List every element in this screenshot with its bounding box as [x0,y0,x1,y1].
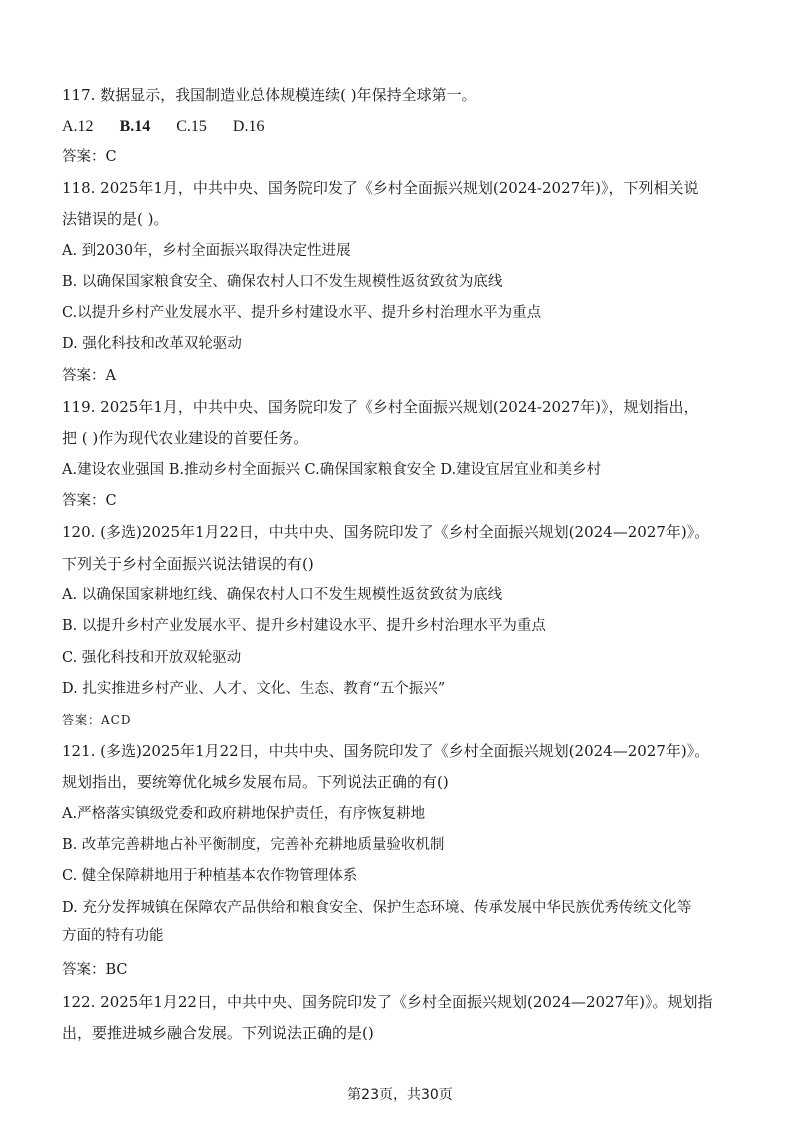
q119-stem-line1: 119. 2025年1月，中共中央、国务院印发了《乡村全面振兴规划(2024-2027年)》，规划指出， [62,398,699,416]
q118-option-d: D. 强化科技和改革双轮驱动 [62,336,242,352]
q121-option-c: C. 健全保障耕地用于种植基本农作物管理体系 [62,868,358,884]
q118-answer: 答案：A [62,368,116,384]
q117-option-d: D.16 [232,118,265,135]
q120-option-a: A. 以确保国家耕地红线、确保农村人口不发生规模性返贫致贫为底线 [62,587,503,603]
q120-stem-line1: 120. (多选)2025年1月22日，中共中央、国务院印发了《乡村全面振兴规划(2024—2027年)》。 [62,523,710,541]
q119-answer: 答案：C [62,493,117,509]
q121-answer: 答案：BC [62,962,128,978]
q117-option-a: A.12 [62,118,94,135]
q118-option-b: B. 以确保国家粮食安全、确保农村人口不发生规模性返贫致贫为底线 [62,274,503,290]
q120-option-b: B. 以提升乡村产业发展水平、提升乡村建设水平、提升乡村治理水平为重点 [62,618,546,634]
q121-stem-line1: 121. (多选)2025年1月22日，中共中央、国务院印发了《乡村全面振兴规划(2024—2027年)》。 [62,742,710,760]
q117-option-c: C.15 [176,118,207,135]
q122-stem-line2: 出，要推进城乡融合发展。下列说法正确的是() [62,1024,374,1042]
q118-stem-line2: 法错误的是( )。 [62,210,169,228]
q121-option-a: A.严格落实镇级党委和政府耕地保护责任，有序恢复耕地 [62,806,426,822]
q121-stem-line2: 规划指出，要统筹优化城乡发展布局。下列说法正确的有() [62,773,449,791]
q120-option-c: C. 强化科技和开放双轮驱动 [62,650,242,666]
q121-option-d-cont: 方面的特有功能 [62,928,164,944]
q120-stem-line2: 下列关于乡村全面振兴说法错误的有() [62,555,314,573]
q119-stem-line2: 把 ( )作为现代农业建设的首要任务。 [62,429,309,447]
q118-option-c: C.以提升乡村产业发展水平、提升乡村建设水平、提升乡村治理水平为重点 [62,305,542,321]
q120-option-d: D. 扎实推进乡村产业、人才、文化、生态、教育“五个振兴” [62,681,446,697]
q118-stem-line1: 118. 2025年1月，中共中央、国务院印发了《乡村全面振兴规划(2024-2027年)》，下列相关说 [62,179,699,197]
q117-answer: 答案：C [62,149,117,165]
q121-option-d: D. 充分发挥城镇在保障农产品供给和粮食安全、保护生态环境、传承发展中华民族优秀传统文化等 [62,900,692,916]
q117-option-b: B.14 [119,118,151,135]
q119-options: A.建设农业强国 B.推动乡村全面振兴 C.确保国家粮食安全 D.建设宜居宜业和美乡村 [62,462,602,478]
q122-stem-line1: 122. 2025年1月22日，中共中央、国务院印发了《乡村全面振兴规划(2024—2027年)》。规划指 [62,993,713,1011]
q118-option-a: A. 到2030年，乡村全面振兴取得决定性进展 [62,243,351,259]
q120-answer: 答案：ACD [62,713,132,727]
q121-option-b: B. 改革完善耕地占补平衡制度，完善补充耕地质量验收机制 [62,837,445,853]
page-number: 第23页，共30页 [347,1087,453,1103]
q117-options [62,115,290,138]
q117-stem: 117. 数据显示，我国制造业总体规模连续( )年保持全球第一。 [62,86,477,104]
